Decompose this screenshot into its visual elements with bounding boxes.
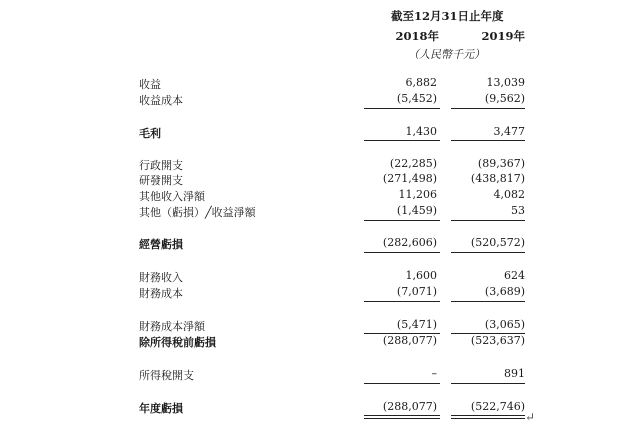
subtotal-rule-2018 — [364, 140, 440, 141]
total-double-rule-2018 — [364, 415, 440, 419]
value-2018-revenue: 6,882 — [405, 76, 437, 89]
value-2019-rd-expenses: (438,817) — [470, 172, 525, 185]
subtotal-rule-2019 — [451, 220, 525, 221]
row-label-other-gains-losses: 其他（虧損）╱收益淨額 — [139, 206, 256, 219]
subtotal-rule-2018 — [364, 252, 440, 253]
subtotal-rule-2018 — [364, 220, 440, 221]
value-2019-operating-loss: (520,572) — [470, 236, 525, 249]
value-2018-finance-costs: (7,071) — [396, 285, 437, 298]
value-2019-finance-costs: (3,689) — [484, 285, 525, 298]
row-label-loss-for-year: 年度虧損 — [139, 402, 183, 415]
subtotal-rule-2019 — [451, 108, 525, 109]
subtotal-rule-2018 — [364, 301, 440, 302]
value-2018-other-gains-losses: (1,459) — [396, 204, 437, 217]
value-2018-operating-loss: (282,606) — [382, 236, 437, 249]
value-2018-other-income: 11,206 — [398, 188, 437, 201]
subtotal-rule-2019 — [451, 383, 525, 384]
row-label-net-finance-costs: 財務成本淨額 — [139, 320, 205, 333]
value-2019-gross-profit: 3,477 — [493, 125, 525, 138]
currency-unit: （人民幣千元） — [408, 48, 485, 61]
value-2018-loss-before-tax: (288,077) — [382, 334, 437, 347]
row-label-revenue: 收益 — [139, 78, 161, 91]
subtotal-rule-2018 — [364, 383, 440, 384]
value-2019-admin-expenses: (89,367) — [477, 157, 525, 170]
value-2018-cost-of-revenue: (5,452) — [396, 92, 437, 105]
row-label-loss-before-tax: 除所得稅前虧損 — [139, 336, 216, 349]
value-2018-income-tax: – — [431, 367, 437, 380]
row-label-admin-expenses: 行政開支 — [139, 159, 183, 172]
subtotal-rule-2019 — [451, 252, 525, 253]
value-2018-gross-profit: 1,430 — [405, 125, 437, 138]
value-2019-loss-before-tax: (523,637) — [470, 334, 525, 347]
value-2018-admin-expenses: (22,285) — [389, 157, 437, 170]
value-2018-finance-income: 1,600 — [405, 269, 437, 282]
value-2018-rd-expenses: (271,498) — [382, 172, 437, 185]
value-2019-other-gains-losses: 53 — [511, 204, 525, 217]
row-label-rd-expenses: 研發開支 — [139, 174, 183, 187]
subtotal-rule-2019 — [451, 301, 525, 302]
value-2019-revenue: 13,039 — [486, 76, 525, 89]
value-2019-cost-of-revenue: (9,562) — [484, 92, 525, 105]
row-label-finance-income: 財務收入 — [139, 271, 183, 284]
row-label-income-tax: 所得稅開支 — [139, 369, 194, 382]
column-header-2019: 2019年 — [481, 29, 525, 43]
return-mark-icon: ↵ — [525, 410, 536, 424]
subtotal-rule-2018 — [364, 108, 440, 109]
value-2019-other-income: 4,082 — [493, 188, 525, 201]
value-2019-finance-income: 624 — [504, 269, 525, 282]
period-heading: 截至12月31日止年度 — [391, 9, 504, 23]
row-label-operating-loss: 經營虧損 — [139, 238, 183, 251]
subtotal-rule-2019 — [451, 140, 525, 141]
row-label-other-income: 其他收入淨額 — [139, 190, 205, 203]
value-2019-net-finance-costs: (3,065) — [484, 318, 525, 331]
row-label-gross-profit: 毛利 — [139, 127, 161, 140]
value-2018-loss-for-year: (288,077) — [382, 400, 437, 413]
total-double-rule-2019 — [451, 415, 525, 419]
value-2018-net-finance-costs: (5,471) — [396, 318, 437, 331]
column-header-2018: 2018年 — [395, 29, 439, 43]
value-2019-income-tax: 891 — [504, 367, 525, 380]
row-label-finance-costs: 財務成本 — [139, 287, 183, 300]
row-label-cost-of-revenue: 收益成本 — [139, 94, 183, 107]
value-2019-loss-for-year: (522,746) — [470, 400, 525, 413]
